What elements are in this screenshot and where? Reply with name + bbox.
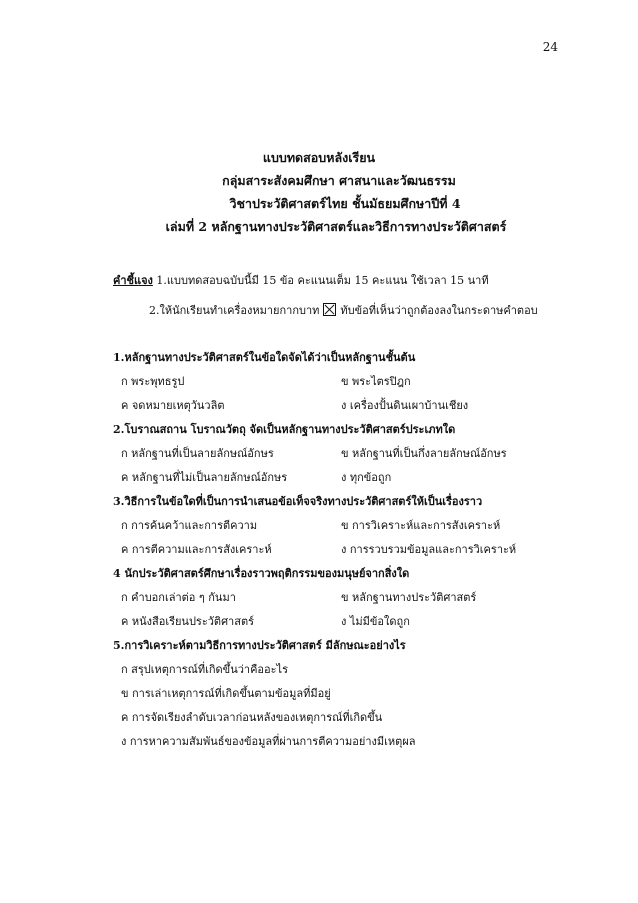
question-title: 2.โบราณสถาน โบราณวัตถุ จัดเป็นหลักฐานทางประวัติศาสตร์ประเภทใด — [113, 423, 456, 436]
question-item — [113, 418, 553, 490]
header-course: วิชาประวัติศาสตร์ไทย ชั้นมัธยมศึกษาปีที่ 4 — [229, 196, 461, 211]
instructions — [113, 266, 553, 326]
header-subject-group: กลุ่มสาระสังคมศึกษา ศาสนาและวัฒนธรรม — [222, 173, 456, 188]
answer-option: ก การค้นคว้าและการตีความ — [121, 519, 258, 532]
question-item — [113, 346, 553, 418]
question-title: 4 นักประวัติศาสตร์ศึกษาเรื่องราวพฤติกรรมของมนุษย์จากสิ่งใด — [113, 567, 410, 580]
answer-option: ข การเล่าเหตุการณ์ที่เกิดขึ้นตามข้อมูลที่มีอยู่ — [121, 687, 331, 700]
instructions-text-2a: 2.ให้นักเรียนทำเครื่องหมายกากบาท — [149, 304, 320, 317]
answer-option: ง การรวบรวมข้อมูลและการวิเคราะห์ — [341, 543, 517, 556]
answer-option: ง ไม่มีข้อใดถูก — [341, 615, 410, 628]
answer-options — [113, 442, 553, 490]
answer-options — [113, 514, 553, 562]
question-list — [113, 346, 553, 754]
question-title: 5.การวิเคราะห์ตามวิธีการทางประวัติศาสตร์ มีลักษณะอย่างไร — [113, 639, 406, 652]
question-title: 3.วิธีการในข้อใดที่เป็นการนำเสนอข้อเท็จจริงทางประวัติศาสตร์ให้เป็นเรื่องราว — [113, 495, 483, 508]
instructions-text-1: 1.แบบทดสอบฉบับนี้มี 15 ข้อ คะแนนเต็ม 15 คะแนน ใช้เวลา 15 นาที — [152, 274, 489, 287]
answer-option: ค หนังสือเรียนประวัติศาสตร์ — [121, 615, 254, 628]
instructions-label: คำชี้แจง — [113, 274, 153, 287]
answer-option: ก หลักฐานที่เป็นลายลักษณ์อักษร — [121, 447, 274, 460]
instructions-line-2 — [113, 296, 553, 326]
answer-option: ก สรุปเหตุการณ์ที่เกิดขึ้นว่าคืออะไร — [121, 663, 288, 676]
answer-option: ค จดหมายเหตุวันวลิต — [121, 399, 225, 412]
answer-options — [113, 370, 553, 418]
answer-option: ง ทุกข้อถูก — [341, 471, 392, 484]
answer-option: ก คำบอกเล่าต่อ ๆ กันมา — [121, 591, 236, 604]
question-title: 1.หลักฐานทางประวัติศาสตร์ในข้อใดจัดได้ว่าเป็นหลักฐานชั้นต้น — [113, 351, 416, 364]
question-item — [113, 634, 553, 754]
answer-option: ง การหาความสัมพันธ์ของข้อมูลที่ผ่านการตีความอย่างมีเหตุผล — [121, 735, 416, 748]
question-item — [113, 562, 553, 634]
answer-option: ค หลักฐานที่ไม่เป็นลายลักษณ์อักษร — [121, 471, 288, 484]
instructions-text-2b: ทับข้อที่เห็นว่าถูกต้องลงในกระดาษคำตอบ — [340, 304, 538, 317]
answer-option: ข หลักฐานทางประวัติศาสตร์ — [341, 591, 477, 604]
page-number: 24 — [542, 40, 558, 54]
document-header — [0, 146, 638, 238]
answer-option: ค การจัดเรียงลำดับเวลาก่อนหลังของเหตุการณ์ที่เกิดขึ้น — [121, 711, 383, 724]
answer-option: ข หลักฐานที่เป็นกึ่งลายลักษณ์อักษร — [341, 447, 507, 460]
instructions-line-1 — [113, 266, 553, 296]
header-volume: เล่มที่ 2 หลักฐานทางประวัติศาสตร์และวิธีการทางประวัติศาสตร์ — [165, 219, 507, 234]
answer-option: ข พระไตรปิฎก — [341, 375, 411, 388]
answer-options — [113, 586, 553, 634]
question-item — [113, 490, 553, 562]
header-title: แบบทดสอบหลังเรียน — [262, 150, 376, 165]
answer-option: ค การตีความและการสังเคราะห์ — [121, 543, 272, 556]
answer-option: ข การวิเคราะห์และการสังเคราะห์ — [341, 519, 501, 532]
crossed-checkbox-icon — [323, 303, 336, 316]
answer-option: ก พระพุทธรูป — [121, 375, 185, 388]
answer-option: ง เครื่องปั้นดินเผาบ้านเชียง — [341, 399, 469, 412]
answer-options — [113, 658, 553, 754]
